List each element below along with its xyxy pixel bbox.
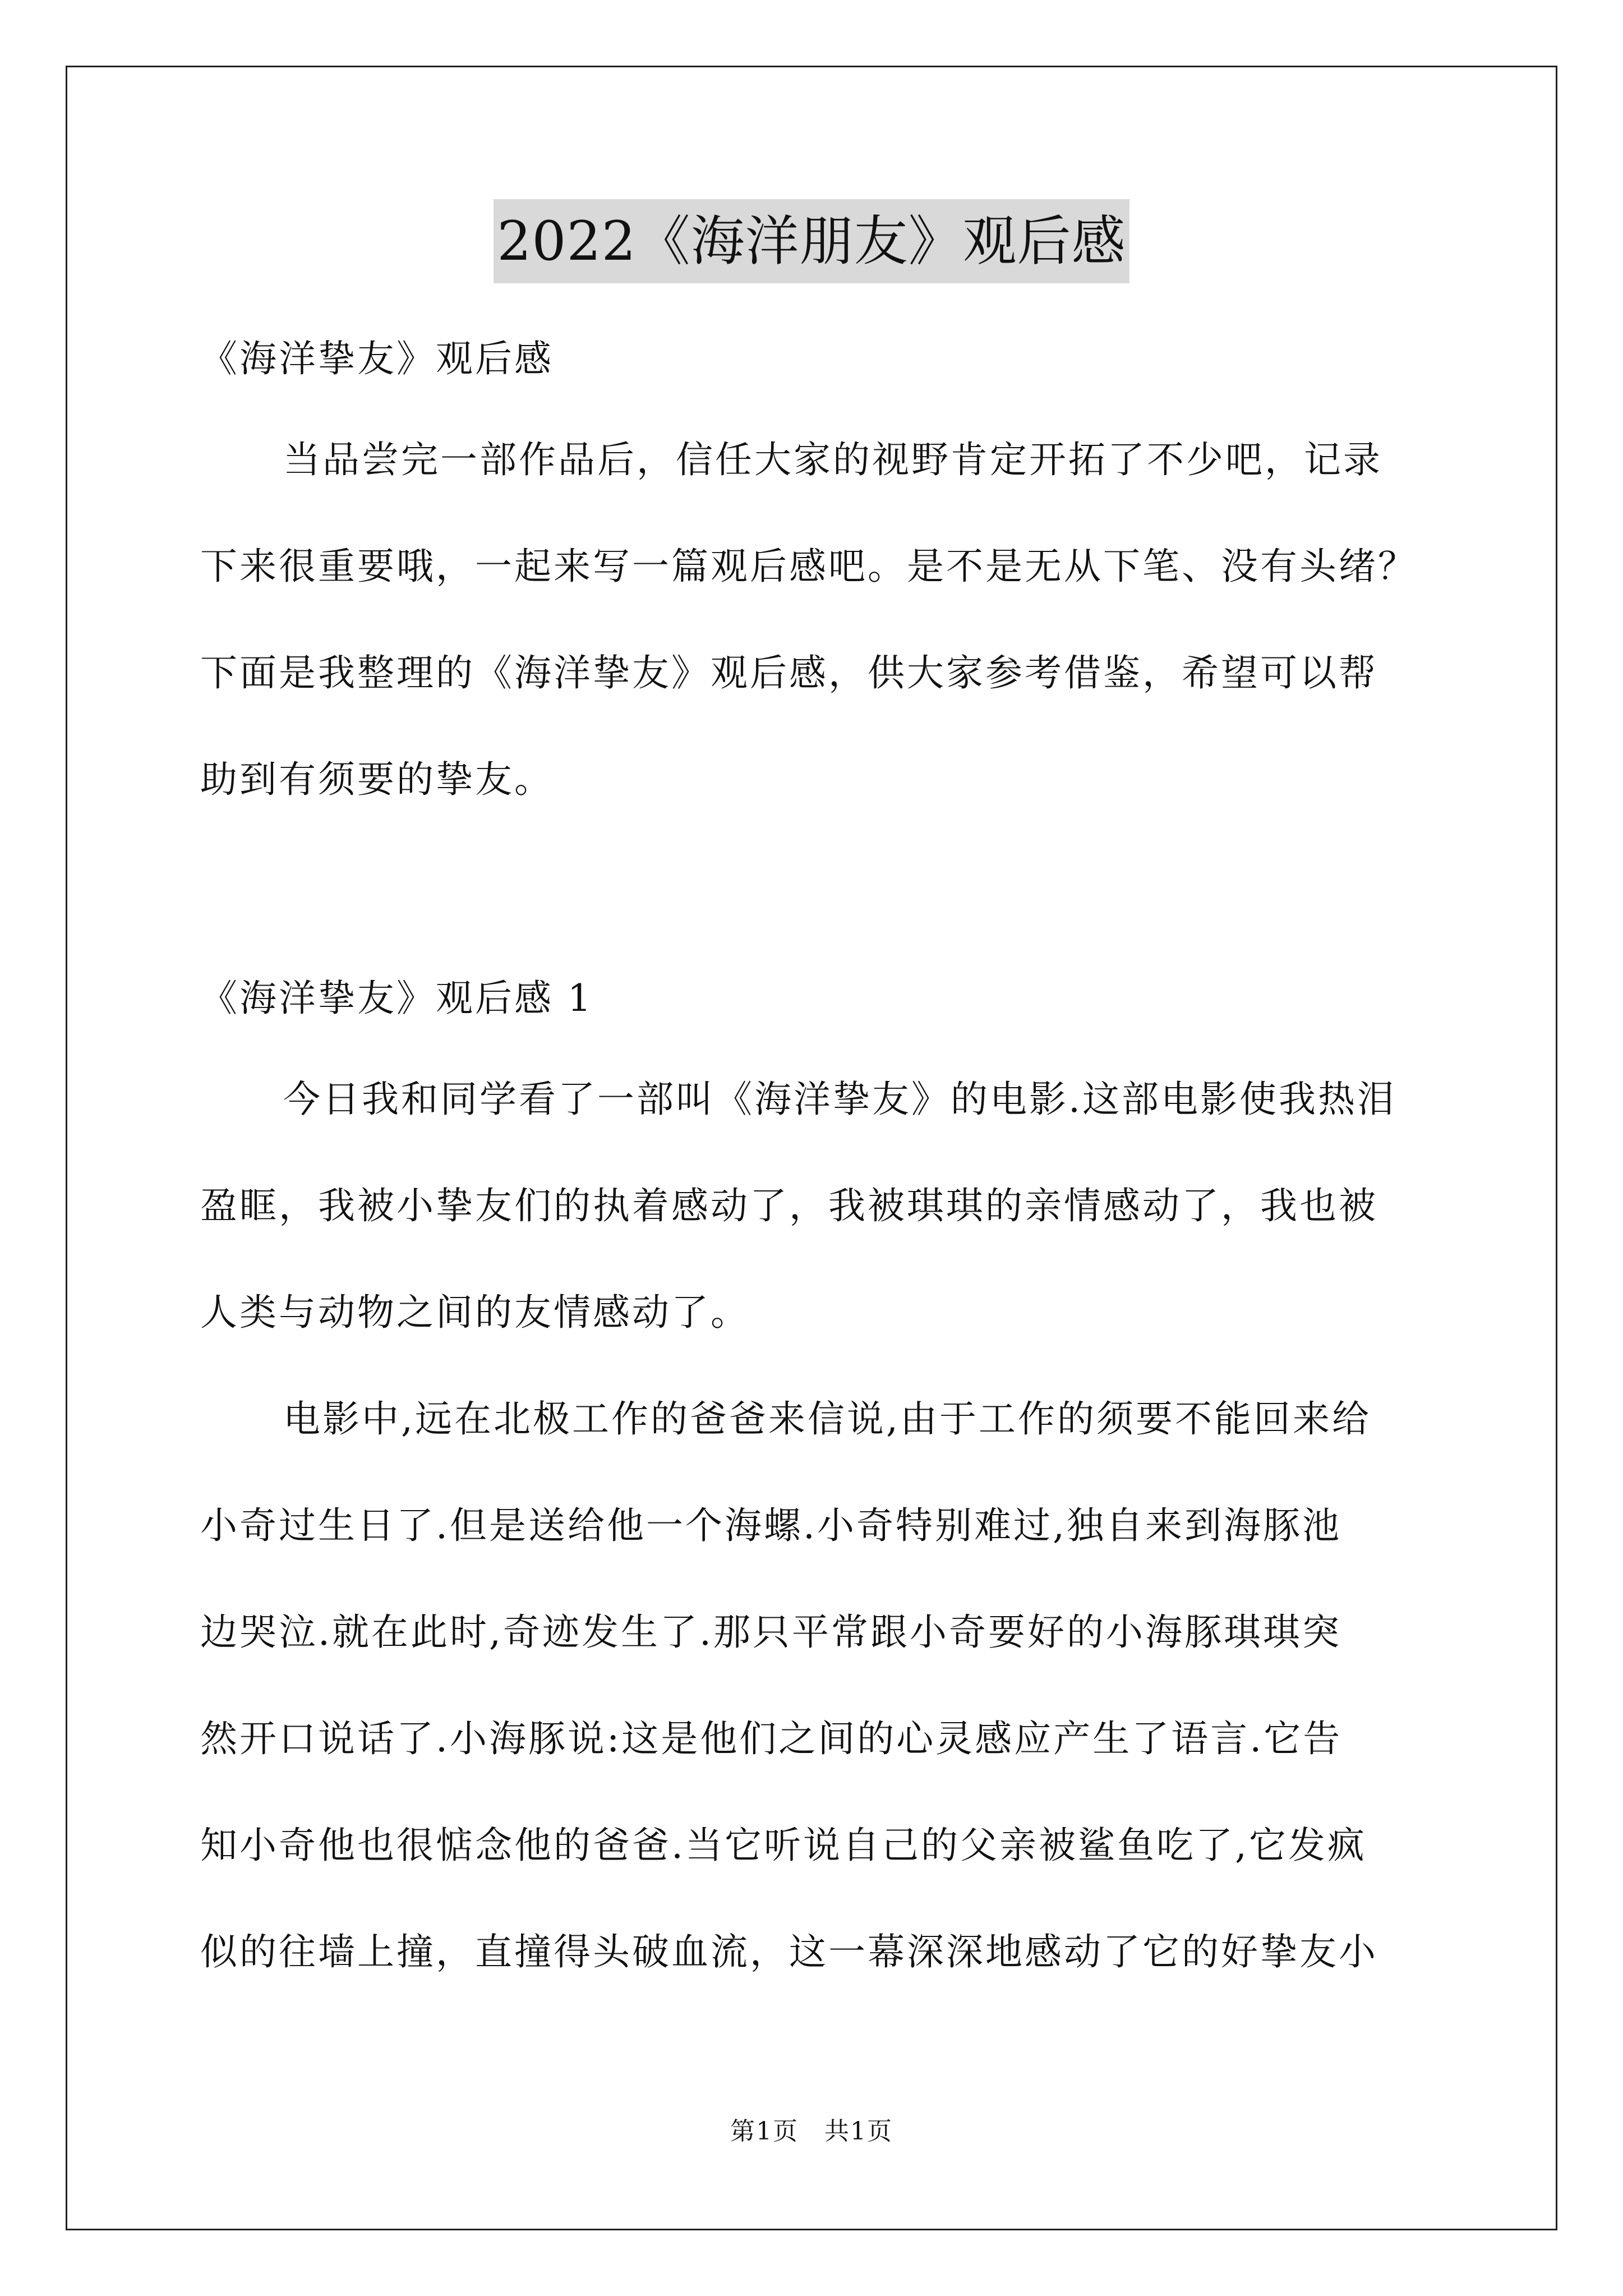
text-line: 下来很重要哦，一起来写一篇观后感吧。是不是无从下笔、没有头绪？ xyxy=(200,545,1417,588)
section1-paragraph-2 xyxy=(200,1366,1456,2005)
text-line: 助到有须要的挚友。 xyxy=(200,758,554,801)
text-line: 知小奇他也很惦念他的爸爸.当它听说自己的父亲被鲨鱼吃了,它发疯 xyxy=(200,1824,1367,1867)
page-footer: 第1页 共1页 xyxy=(730,2117,893,2146)
document-body xyxy=(200,311,1456,833)
text-line: 当品尝完一部作品后，信任大家的视野肯定开拓了不少吧，记录 xyxy=(283,438,1382,481)
text-line: 下面是我整理的《海洋挚友》观后感，供大家参考借鉴，希望可以帮 xyxy=(200,651,1378,694)
text-line: 边哭泣.就在此时,奇迹发生了.那只平常跟小奇要好的小海豚琪琪突 xyxy=(200,1611,1341,1654)
text-line: 似的往墙上撞，直撞得头破血流，这一幕深深地感动了它的好挚友小 xyxy=(200,1930,1378,1973)
document-title: 2022《海洋朋友》观后感 xyxy=(494,199,1129,283)
title-container xyxy=(0,199,1623,283)
intro-heading: 《海洋挚友》观后感 xyxy=(200,337,554,380)
text-line: 电影中,远在北极工作的爸爸来信说,由于工作的须要不能回来给 xyxy=(283,1397,1371,1441)
text-line: 人类与动物之间的友情感动了。 xyxy=(200,1291,750,1334)
section-1 xyxy=(200,951,1456,2005)
text-line: 今日我和同学看了一部叫《海洋挚友》的电影.这部电影使我热泪 xyxy=(283,1078,1396,1121)
intro-paragraph xyxy=(200,407,1456,833)
text-line: 盈眶，我被小挚友们的执着感动了，我被琪琪的亲情感动了，我也被 xyxy=(200,1184,1378,1227)
text-line: 然开口说话了.小海豚说:这是他们之间的心灵感应产生了语言.它告 xyxy=(200,1717,1343,1760)
section1-paragraph-1 xyxy=(200,1046,1456,1366)
section1-heading: 《海洋挚友》观后感 1 xyxy=(200,977,593,1020)
text-line: 小奇过生日了.但是送给他一个海螺.小奇特别难过,独自来到海豚池 xyxy=(200,1504,1341,1547)
